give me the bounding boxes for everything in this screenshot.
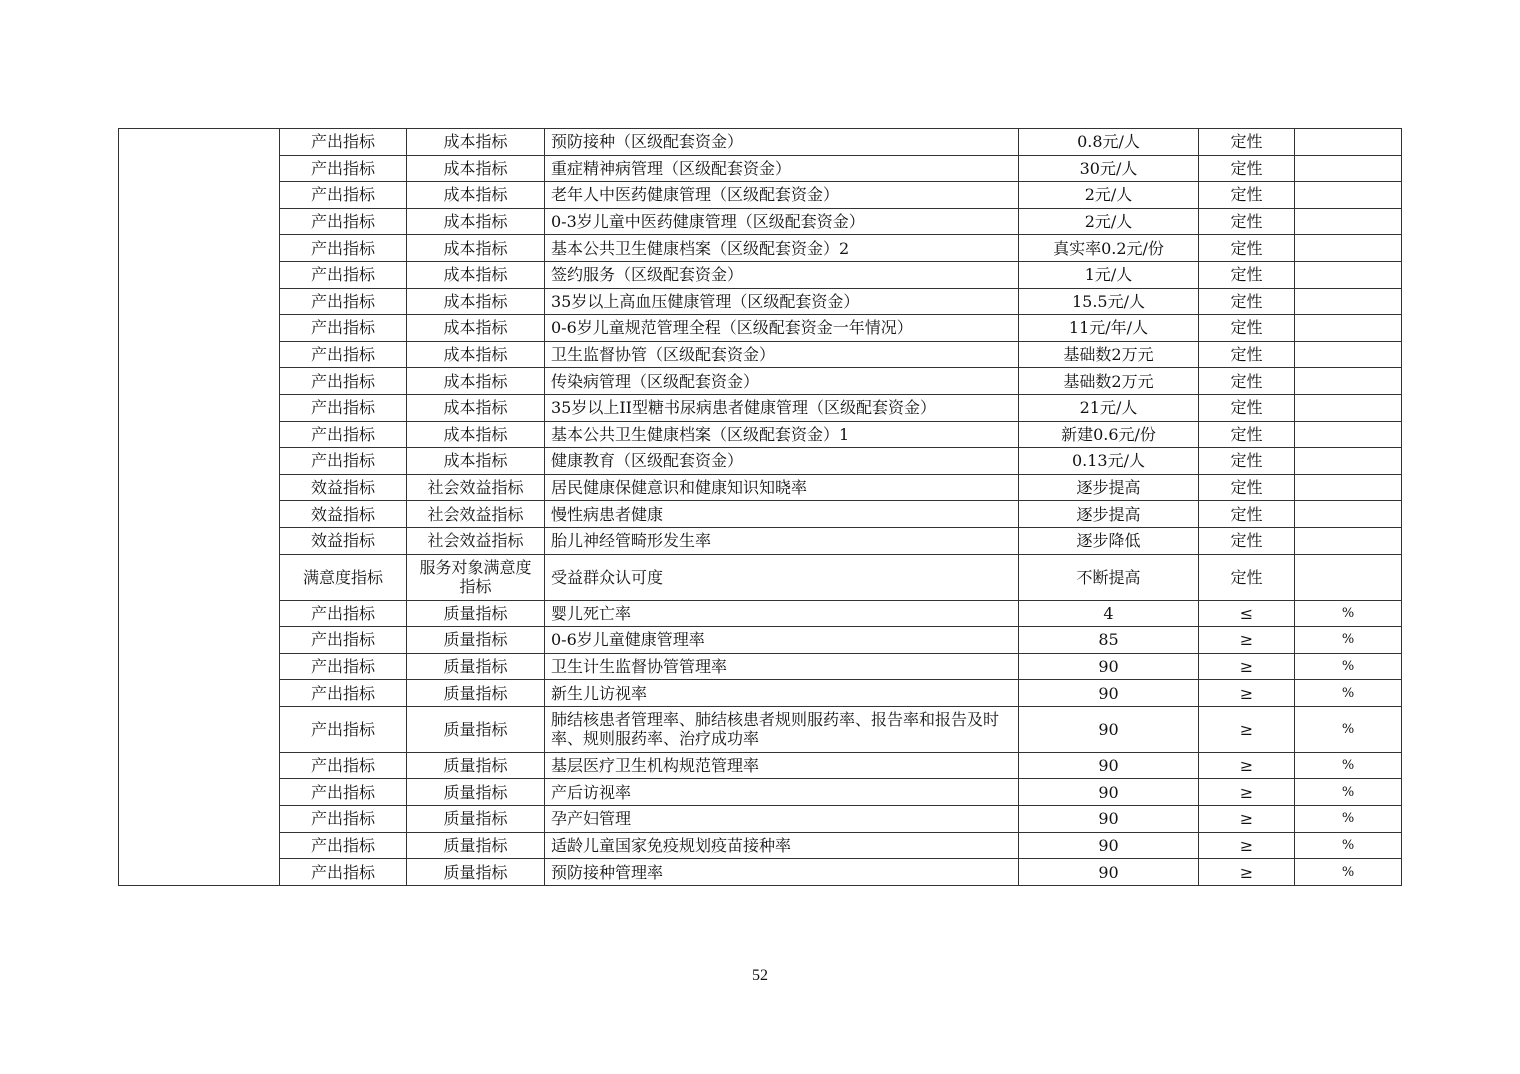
level2-indicator-cell: 成本指标 [407,288,545,315]
indicator-name-cell: 受益群众认可度 [545,554,1019,600]
table-row [119,155,1402,182]
indicator-name-cell: 0-6岁儿童规范管理全程（区级配套资金一年情况） [545,315,1019,342]
comparison-cell: ≥ [1199,706,1295,752]
indicator-name-cell: 35岁以上高血压健康管理（区级配套资金） [545,288,1019,315]
comparison-cell: 定性 [1199,474,1295,501]
indicator-name-cell: 卫生计生监督协管管理率 [545,653,1019,680]
target-value-cell: 2元/人 [1019,208,1199,235]
level2-indicator-cell: 质量指标 [407,653,545,680]
comparison-cell: 定性 [1199,394,1295,421]
level1-indicator-cell: 产出指标 [280,627,407,654]
level2-indicator-cell: 社会效益指标 [407,501,545,528]
level1-indicator-cell: 产出指标 [280,288,407,315]
level1-indicator-cell: 产出指标 [280,394,407,421]
unit-cell [1295,129,1402,156]
unit-cell: % [1295,680,1402,707]
target-value-cell: 2元/人 [1019,182,1199,209]
level2-indicator-cell: 质量指标 [407,859,545,886]
comparison-cell: ≥ [1199,779,1295,806]
unit-cell [1295,315,1402,342]
unit-cell [1295,448,1402,475]
unit-cell [1295,554,1402,600]
merged-category-cell [119,129,280,886]
target-value-cell: 11元/年/人 [1019,315,1199,342]
target-value-cell: 90 [1019,752,1199,779]
table-row [119,315,1402,342]
table-row [119,779,1402,806]
target-value-cell: 逐步降低 [1019,527,1199,554]
comparison-cell: 定性 [1199,315,1295,342]
unit-cell [1295,288,1402,315]
level2-indicator-cell: 质量指标 [407,627,545,654]
indicator-name-cell: 老年人中医药健康管理（区级配套资金） [545,182,1019,209]
indicator-name-cell: 卫生监督协管（区级配套资金） [545,341,1019,368]
indicator-name-cell: 居民健康保健意识和健康知识知晓率 [545,474,1019,501]
level1-indicator-cell: 效益指标 [280,501,407,528]
table-row [119,421,1402,448]
level1-indicator-cell: 产出指标 [280,653,407,680]
indicator-name-cell: 产后访视率 [545,779,1019,806]
table-row [119,600,1402,627]
indicator-name-cell: 婴儿死亡率 [545,600,1019,627]
target-value-cell: 90 [1019,680,1199,707]
unit-cell: % [1295,600,1402,627]
unit-cell: % [1295,706,1402,752]
table-row [119,261,1402,288]
indicator-name-cell: 重症精神病管理（区级配套资金） [545,155,1019,182]
indicator-name-cell: 慢性病患者健康 [545,501,1019,528]
level2-indicator-cell: 质量指标 [407,680,545,707]
level2-indicator-cell: 成本指标 [407,129,545,156]
unit-cell [1295,208,1402,235]
unit-cell [1295,474,1402,501]
table-row [119,129,1402,156]
comparison-cell: 定性 [1199,421,1295,448]
comparison-cell: ≥ [1199,859,1295,886]
indicator-name-cell: 0-6岁儿童健康管理率 [545,627,1019,654]
comparison-cell: 定性 [1199,182,1295,209]
comparison-cell: 定性 [1199,501,1295,528]
comparison-cell: ≤ [1199,600,1295,627]
level2-indicator-cell: 成本指标 [407,368,545,395]
comparison-cell: 定性 [1199,155,1295,182]
table-row [119,527,1402,554]
comparison-cell: 定性 [1199,448,1295,475]
level2-indicator-cell: 成本指标 [407,235,545,262]
indicator-name-cell: 肺结核患者管理率、肺结核患者规则服药率、报告率和报告及时率、规则服药率、治疗成功率 [545,706,1019,752]
level2-indicator-cell: 成本指标 [407,155,545,182]
level1-indicator-cell: 产出指标 [280,600,407,627]
level2-indicator-cell: 成本指标 [407,341,545,368]
level1-indicator-cell: 产出指标 [280,341,407,368]
table-body [119,129,1402,886]
table-row [119,368,1402,395]
unit-cell: % [1295,859,1402,886]
level1-indicator-cell: 产出指标 [280,706,407,752]
table-row [119,627,1402,654]
level1-indicator-cell: 效益指标 [280,527,407,554]
target-value-cell: 逐步提高 [1019,474,1199,501]
indicator-name-cell: 新生儿访视率 [545,680,1019,707]
level1-indicator-cell: 效益指标 [280,474,407,501]
level2-indicator-cell: 社会效益指标 [407,474,545,501]
unit-cell [1295,341,1402,368]
level1-indicator-cell: 产出指标 [280,752,407,779]
unit-cell [1295,527,1402,554]
level1-indicator-cell: 产出指标 [280,859,407,886]
comparison-cell: 定性 [1199,235,1295,262]
level2-indicator-cell: 成本指标 [407,208,545,235]
unit-cell: % [1295,832,1402,859]
level2-indicator-cell: 质量指标 [407,832,545,859]
indicator-name-cell: 传染病管理（区级配套资金） [545,368,1019,395]
level2-indicator-cell: 成本指标 [407,421,545,448]
indicator-name-cell: 基本公共卫生健康档案（区级配套资金）1 [545,421,1019,448]
indicator-name-cell: 基本公共卫生健康档案（区级配套资金）2 [545,235,1019,262]
table-row [119,394,1402,421]
table-row [119,288,1402,315]
table-row [119,341,1402,368]
table-row [119,501,1402,528]
table-row [119,752,1402,779]
target-value-cell: 基础数2万元 [1019,368,1199,395]
target-value-cell: 15.5元/人 [1019,288,1199,315]
indicator-name-cell: 适龄儿童国家免疫规划疫苗接种率 [545,832,1019,859]
unit-cell [1295,368,1402,395]
indicator-name-cell: 基层医疗卫生机构规范管理率 [545,752,1019,779]
level2-indicator-cell: 质量指标 [407,752,545,779]
target-value-cell: 85 [1019,627,1199,654]
level1-indicator-cell: 产出指标 [280,832,407,859]
target-value-cell: 新建0.6元/份 [1019,421,1199,448]
comparison-cell: 定性 [1199,527,1295,554]
table-row [119,208,1402,235]
table-row [119,474,1402,501]
level2-indicator-cell: 成本指标 [407,394,545,421]
unit-cell: % [1295,779,1402,806]
unit-cell [1295,421,1402,448]
comparison-cell: ≥ [1199,806,1295,833]
unit-cell [1295,182,1402,209]
unit-cell [1295,155,1402,182]
unit-cell: % [1295,806,1402,833]
indicator-name-cell: 0-3岁儿童中医药健康管理（区级配套资金） [545,208,1019,235]
comparison-cell: 定性 [1199,554,1295,600]
target-value-cell: 1元/人 [1019,261,1199,288]
level2-indicator-cell: 社会效益指标 [407,527,545,554]
table-row [119,448,1402,475]
target-value-cell: 4 [1019,600,1199,627]
target-value-cell: 21元/人 [1019,394,1199,421]
target-value-cell: 90 [1019,859,1199,886]
level2-indicator-cell: 成本指标 [407,448,545,475]
target-value-cell: 0.8元/人 [1019,129,1199,156]
table-row [119,706,1402,752]
comparison-cell: 定性 [1199,208,1295,235]
table-row [119,653,1402,680]
indicator-name-cell: 预防接种（区级配套资金） [545,129,1019,156]
comparison-cell: 定性 [1199,288,1295,315]
target-value-cell: 90 [1019,653,1199,680]
comparison-cell: ≥ [1199,680,1295,707]
level2-indicator-cell: 质量指标 [407,779,545,806]
table-row [119,235,1402,262]
level1-indicator-cell: 产出指标 [280,421,407,448]
comparison-cell: ≥ [1199,653,1295,680]
level2-indicator-cell: 质量指标 [407,706,545,752]
target-value-cell: 不断提高 [1019,554,1199,600]
comparison-cell: 定性 [1199,368,1295,395]
target-value-cell: 90 [1019,706,1199,752]
level1-indicator-cell: 产出指标 [280,448,407,475]
target-value-cell: 基础数2万元 [1019,341,1199,368]
level1-indicator-cell: 产出指标 [280,368,407,395]
unit-cell [1295,235,1402,262]
page-number: 52 [752,967,768,984]
level2-indicator-cell: 成本指标 [407,261,545,288]
target-value-cell: 90 [1019,779,1199,806]
level2-indicator-cell: 成本指标 [407,315,545,342]
table-row [119,182,1402,209]
performance-indicator-table [118,128,1402,886]
target-value-cell: 90 [1019,832,1199,859]
indicator-name-cell: 35岁以上II型糖书尿病患者健康管理（区级配套资金） [545,394,1019,421]
unit-cell: % [1295,752,1402,779]
target-value-cell: 90 [1019,806,1199,833]
unit-cell: % [1295,653,1402,680]
indicator-name-cell: 签约服务（区级配套资金） [545,261,1019,288]
target-value-cell: 30元/人 [1019,155,1199,182]
level1-indicator-cell: 产出指标 [280,208,407,235]
level1-indicator-cell: 产出指标 [280,129,407,156]
table-row [119,680,1402,707]
indicator-name-cell: 胎儿神经管畸形发生率 [545,527,1019,554]
table-row [119,859,1402,886]
level1-indicator-cell: 产出指标 [280,680,407,707]
level1-indicator-cell: 产出指标 [280,315,407,342]
indicator-name-cell: 预防接种管理率 [545,859,1019,886]
table-row [119,832,1402,859]
indicator-name-cell: 健康教育（区级配套资金） [545,448,1019,475]
level2-indicator-cell: 成本指标 [407,182,545,209]
level2-indicator-cell: 质量指标 [407,806,545,833]
indicator-name-cell: 孕产妇管理 [545,806,1019,833]
unit-cell [1295,261,1402,288]
comparison-cell: ≥ [1199,752,1295,779]
level1-indicator-cell: 满意度指标 [280,554,407,600]
target-value-cell: 0.13元/人 [1019,448,1199,475]
comparison-cell: ≥ [1199,627,1295,654]
level1-indicator-cell: 产出指标 [280,261,407,288]
level1-indicator-cell: 产出指标 [280,182,407,209]
comparison-cell: 定性 [1199,261,1295,288]
table-row [119,806,1402,833]
unit-cell: % [1295,627,1402,654]
level2-indicator-cell: 服务对象满意度指标 [407,554,545,600]
table-row [119,554,1402,600]
level1-indicator-cell: 产出指标 [280,235,407,262]
level1-indicator-cell: 产出指标 [280,806,407,833]
level2-indicator-cell: 质量指标 [407,600,545,627]
comparison-cell: 定性 [1199,129,1295,156]
level1-indicator-cell: 产出指标 [280,779,407,806]
comparison-cell: ≥ [1199,832,1295,859]
level1-indicator-cell: 产出指标 [280,155,407,182]
unit-cell [1295,394,1402,421]
target-value-cell: 真实率0.2元/份 [1019,235,1199,262]
target-value-cell: 逐步提高 [1019,501,1199,528]
comparison-cell: 定性 [1199,341,1295,368]
unit-cell [1295,501,1402,528]
